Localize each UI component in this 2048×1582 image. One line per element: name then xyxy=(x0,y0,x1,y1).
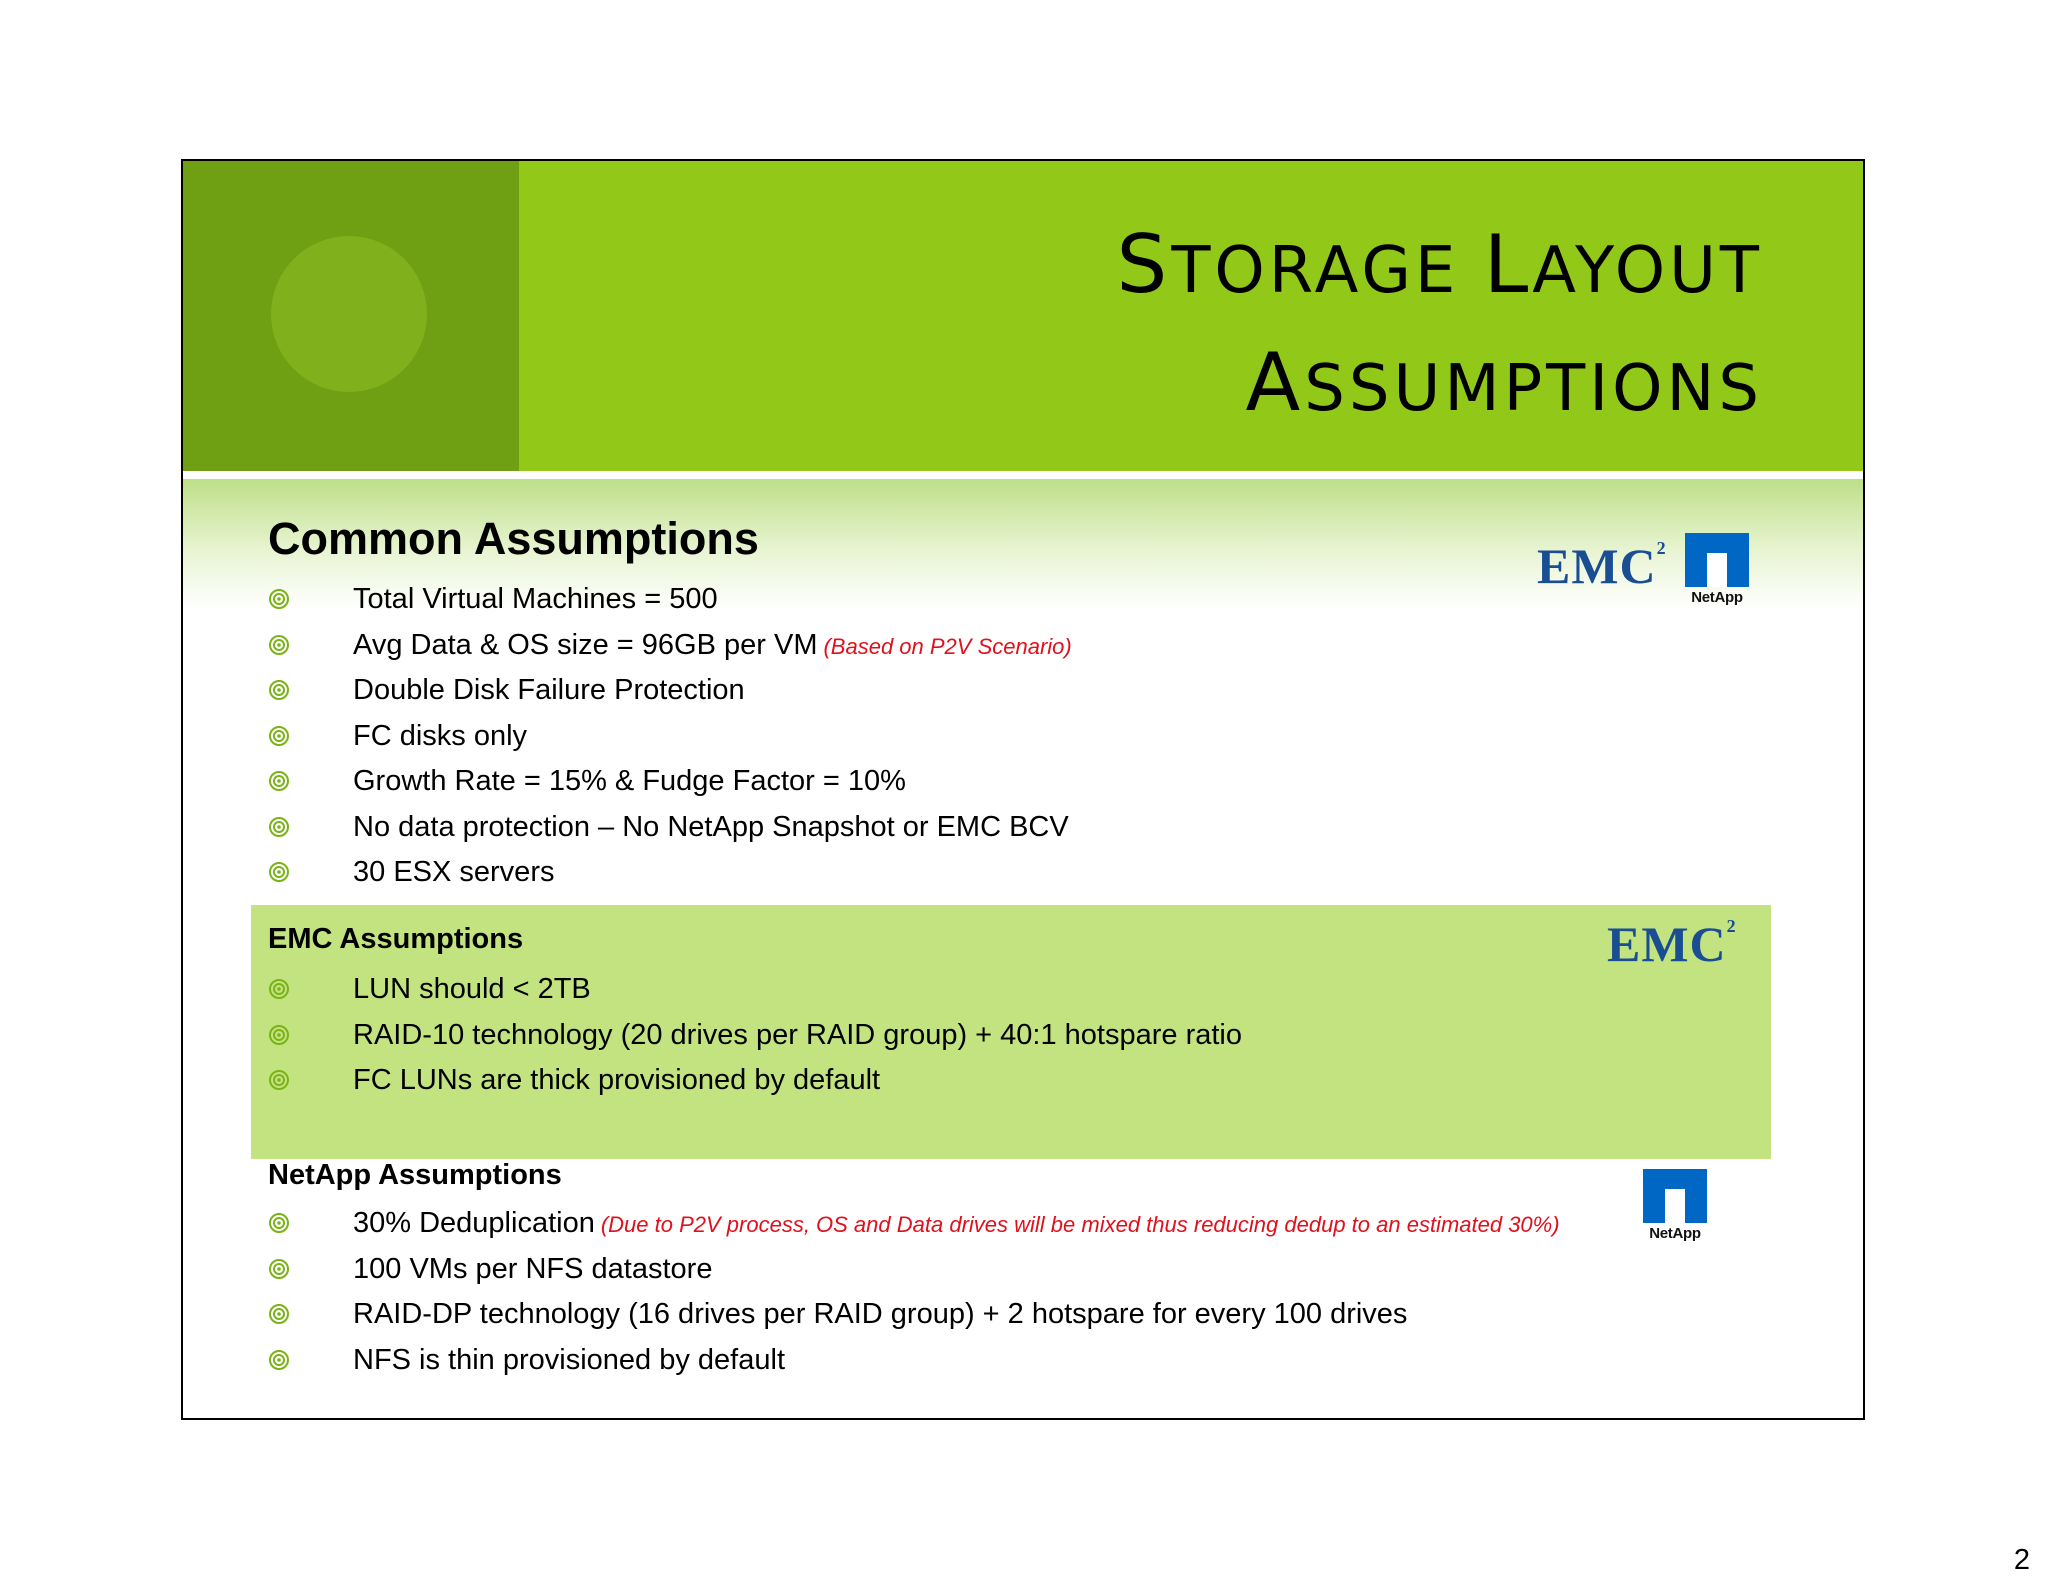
assumption-text: LUN should < 2TB xyxy=(353,973,591,1005)
netapp-section-mark-icon xyxy=(1641,1167,1709,1223)
assumption-text: No data protection – No NetApp Snapshot or EMC BCV xyxy=(353,810,1069,843)
assumption-text: Avg Data & OS size = 96GB per VM xyxy=(353,628,818,661)
assumption-text: RAID-DP technology (16 drives per RAID group) + 2 hotspare for every 100 drives xyxy=(353,1298,1408,1330)
assumption-text: NFS is thin provisioned by default xyxy=(353,1343,785,1376)
title-line-2: ASSUMPTIONS xyxy=(1245,336,1763,429)
common-assumptions-list xyxy=(268,577,1072,896)
emc-logo-text: EMC$^2$ xyxy=(1537,538,1667,594)
bullet-icon xyxy=(268,978,290,1000)
assumption-text: 30% Deduplication xyxy=(353,1207,595,1239)
slide-title xyxy=(1117,209,1763,445)
assumption-text: Double Disk Failure Protection xyxy=(353,674,745,706)
common-assumption-item xyxy=(268,577,1072,623)
netapp-logo xyxy=(1683,531,1751,606)
netapp-mark-icon xyxy=(1683,531,1751,587)
decorative-circle xyxy=(271,236,427,392)
bullet-icon xyxy=(268,588,290,610)
bullet-icon xyxy=(268,1069,290,1091)
bullet-icon xyxy=(268,1303,290,1325)
emc-assumptions-list xyxy=(268,967,1242,1104)
assumption-text: 30 ESX servers xyxy=(353,856,555,888)
assumption-note: (Based on P2V Scenario) xyxy=(823,633,1072,659)
emc-section-logo-text: EMC$^2$ xyxy=(1607,916,1737,972)
bullet-icon xyxy=(268,679,290,701)
netapp-section-logo xyxy=(1641,1167,1709,1242)
title-banner xyxy=(183,161,1863,471)
title-banner-accent xyxy=(183,161,519,471)
slide xyxy=(181,159,1865,1420)
assumption-note: (Due to P2V process, OS and Data drives will be mixed thus reducing dedup to an estimated 30%) xyxy=(600,1212,1560,1237)
bullet-icon xyxy=(268,1024,290,1046)
emc-assumption-item xyxy=(268,967,1242,1013)
netapp-assumption-item xyxy=(268,1338,1560,1384)
common-assumption-item xyxy=(268,668,1072,714)
netapp-assumptions-heading: NetApp Assumptions xyxy=(268,1159,562,1191)
common-assumption-item xyxy=(268,805,1072,851)
netapp-section-logo-text: NetApp xyxy=(1649,1225,1701,1242)
assumption-text: 100 VMs per NFS datastore xyxy=(353,1252,713,1285)
common-assumption-item xyxy=(268,623,1072,669)
common-assumptions-heading: Common Assumptions xyxy=(268,513,759,564)
common-assumption-item xyxy=(268,759,1072,805)
common-assumption-item xyxy=(268,850,1072,896)
title-divider xyxy=(183,471,1863,479)
bullet-icon xyxy=(268,1258,290,1280)
bullet-icon xyxy=(268,1349,290,1371)
assumption-text: FC LUNs are thick provisioned by default xyxy=(353,1064,881,1096)
title-line-1: STORAGE LAYOUT xyxy=(1116,218,1763,311)
bullet-icon xyxy=(268,816,290,838)
netapp-assumptions-list xyxy=(268,1201,1560,1383)
assumption-text: Total Virtual Machines = 500 xyxy=(353,583,718,615)
emc-logo xyxy=(1537,538,1667,594)
page-number: 2 xyxy=(2013,1544,2030,1576)
common-assumption-item xyxy=(268,714,1072,760)
netapp-logo-text: NetApp xyxy=(1691,589,1743,606)
emc-assumptions-heading: EMC Assumptions xyxy=(268,923,524,955)
emc-assumption-item xyxy=(268,1058,1242,1104)
bullet-icon xyxy=(268,725,290,747)
assumption-text: Growth Rate = 15% & Fudge Factor = 10% xyxy=(353,765,906,797)
assumption-text: RAID-10 technology (20 drives per RAID group) + 40:1 hotspare ratio xyxy=(353,1018,1242,1051)
netapp-assumption-item xyxy=(268,1292,1560,1338)
bullet-icon xyxy=(268,861,290,883)
netapp-assumption-item xyxy=(268,1201,1560,1247)
bullet-icon xyxy=(268,1212,290,1234)
bullet-icon xyxy=(268,770,290,792)
assumption-text: FC disks only xyxy=(353,719,528,752)
bullet-icon xyxy=(268,634,290,656)
netapp-assumption-item xyxy=(268,1247,1560,1293)
emc-assumption-item xyxy=(268,1013,1242,1059)
emc-section-logo xyxy=(1607,916,1737,972)
